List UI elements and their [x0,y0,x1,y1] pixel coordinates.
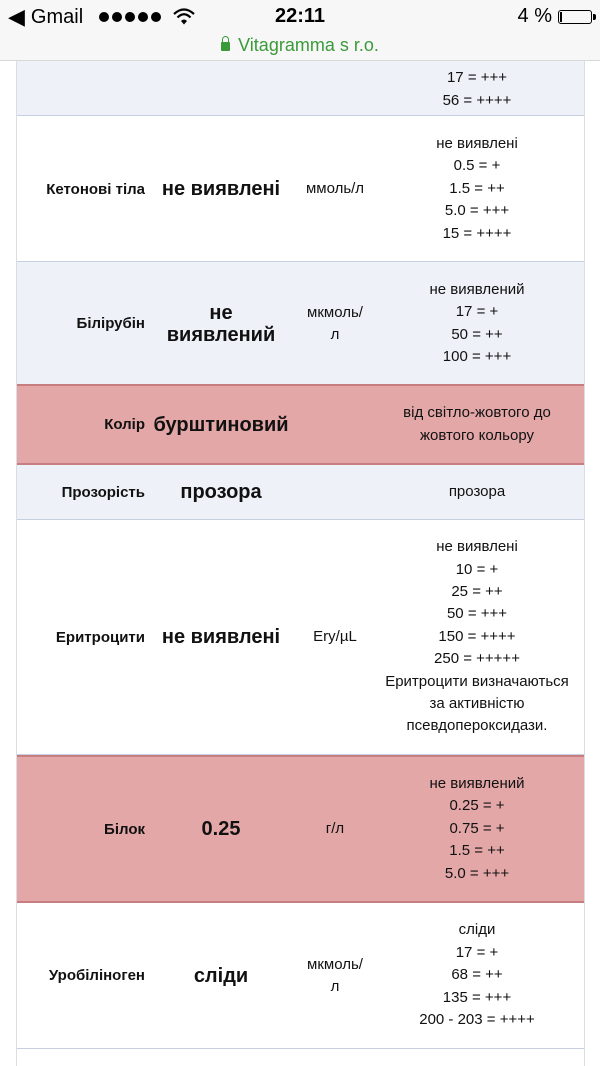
table-right-border [584,61,585,1066]
reference-cell [377,61,577,116]
parameter-name: Білірубін [76,315,145,332]
reference-line: 56 = ++++ [442,91,512,109]
reference-line: 10 = + [455,560,499,578]
parameter-name: Прозорість [61,483,145,501]
unit: ммоль/л [305,180,365,197]
parameter-name: Колір [104,416,145,433]
reference-cell [377,903,577,1048]
reference-line: 17 = +++ [446,69,508,87]
unit: г/л [325,820,345,837]
reference-line: 150 = ++++ [438,627,516,645]
reference-line: 135 = +++ [442,988,512,1006]
reference-line: прозора [448,482,506,500]
table-row-erythrocytes [17,520,584,755]
reference-line: жовтого кольору [419,426,535,444]
lock-icon [221,42,230,51]
reference-line: не виявлений [429,280,525,298]
reference-line: 200 - 203 = ++++ [419,1011,535,1029]
reference-line: 0.25 = + [449,797,505,815]
status-bar [0,0,600,34]
reference-cell [377,116,577,262]
site-name[interactable]: Vitagramma s r.o. [238,35,379,55]
result-value: не виявлені [161,178,281,200]
reference-line: 0.5 = + [453,157,501,175]
back-app-label[interactable]: Gmail [30,5,84,28]
reference-line: псевдопероксидази. [406,717,548,735]
reference-line: 1.5 = ++ [449,842,505,860]
reference-line: не виявлені [436,538,518,556]
table-row-ketones [17,116,584,262]
reference-line: 15 = ++++ [442,224,512,242]
result-value: не виявлений [166,301,276,346]
table-row-bilirubin [17,262,584,385]
reference-line: 50 = +++ [446,605,508,623]
reference-line: від світло-жовтого до [403,404,551,422]
clock: 22:11 [274,5,326,27]
result-value: 0.25 [201,818,241,840]
reference-line: не виявлені [436,134,518,152]
unit: мкмоль/л [307,303,363,343]
reference-cell [377,262,577,385]
table-row-color [17,384,584,465]
reference-line: 17 = + [455,943,499,961]
reference-line: 250 = +++++ [434,650,520,668]
reference-line: 1.5 = ++ [449,179,505,197]
reference-cell [377,757,577,901]
result-value: прозора [180,481,262,503]
reference-line: 50 = ++ [451,325,503,343]
reference-line: 5.0 = +++ [444,202,510,220]
reference-line: сліди [458,921,496,939]
reference-line: Еритроцити визначаються [385,672,569,690]
battery-icon [558,10,592,24]
table-row-urobilinogen [17,903,584,1049]
reference-line: за активністю [429,695,525,713]
reference-line: 100 = +++ [442,347,512,365]
battery-status [518,5,592,28]
battery-percent: 4 % [517,5,552,27]
reference-line: 68 = ++ [451,966,503,984]
result-value: сліди [193,964,249,987]
unit: мкмоль/л [307,955,363,995]
reference-line: 5.0 = +++ [444,864,510,882]
parameter-name: Еритроцити [55,628,145,646]
reference-cell [377,520,577,754]
reference-line: 17 = + [455,303,499,321]
parameter-name: Кетонові тіла [46,180,145,198]
parameter-name: Уробіліноген [48,967,145,984]
reference-line: 25 = ++ [451,582,503,600]
reference-line: 0.75 = + [449,819,505,837]
results-table [0,61,600,1066]
result-value: бурштиновий [153,413,289,436]
reference-cell [377,386,577,463]
result-value: не виявлені [161,626,281,648]
reference-cell [377,465,577,519]
back-arrow-icon[interactable]: ◀ [8,4,25,29]
reference-line: не виявлений [429,774,525,792]
table-row-protein [17,755,584,903]
url-bar[interactable] [0,34,600,61]
unit: Ery/µL [313,628,357,645]
table-row-partial [17,61,584,116]
table-row-clarity [17,465,584,520]
parameter-name: Білок [104,820,145,838]
